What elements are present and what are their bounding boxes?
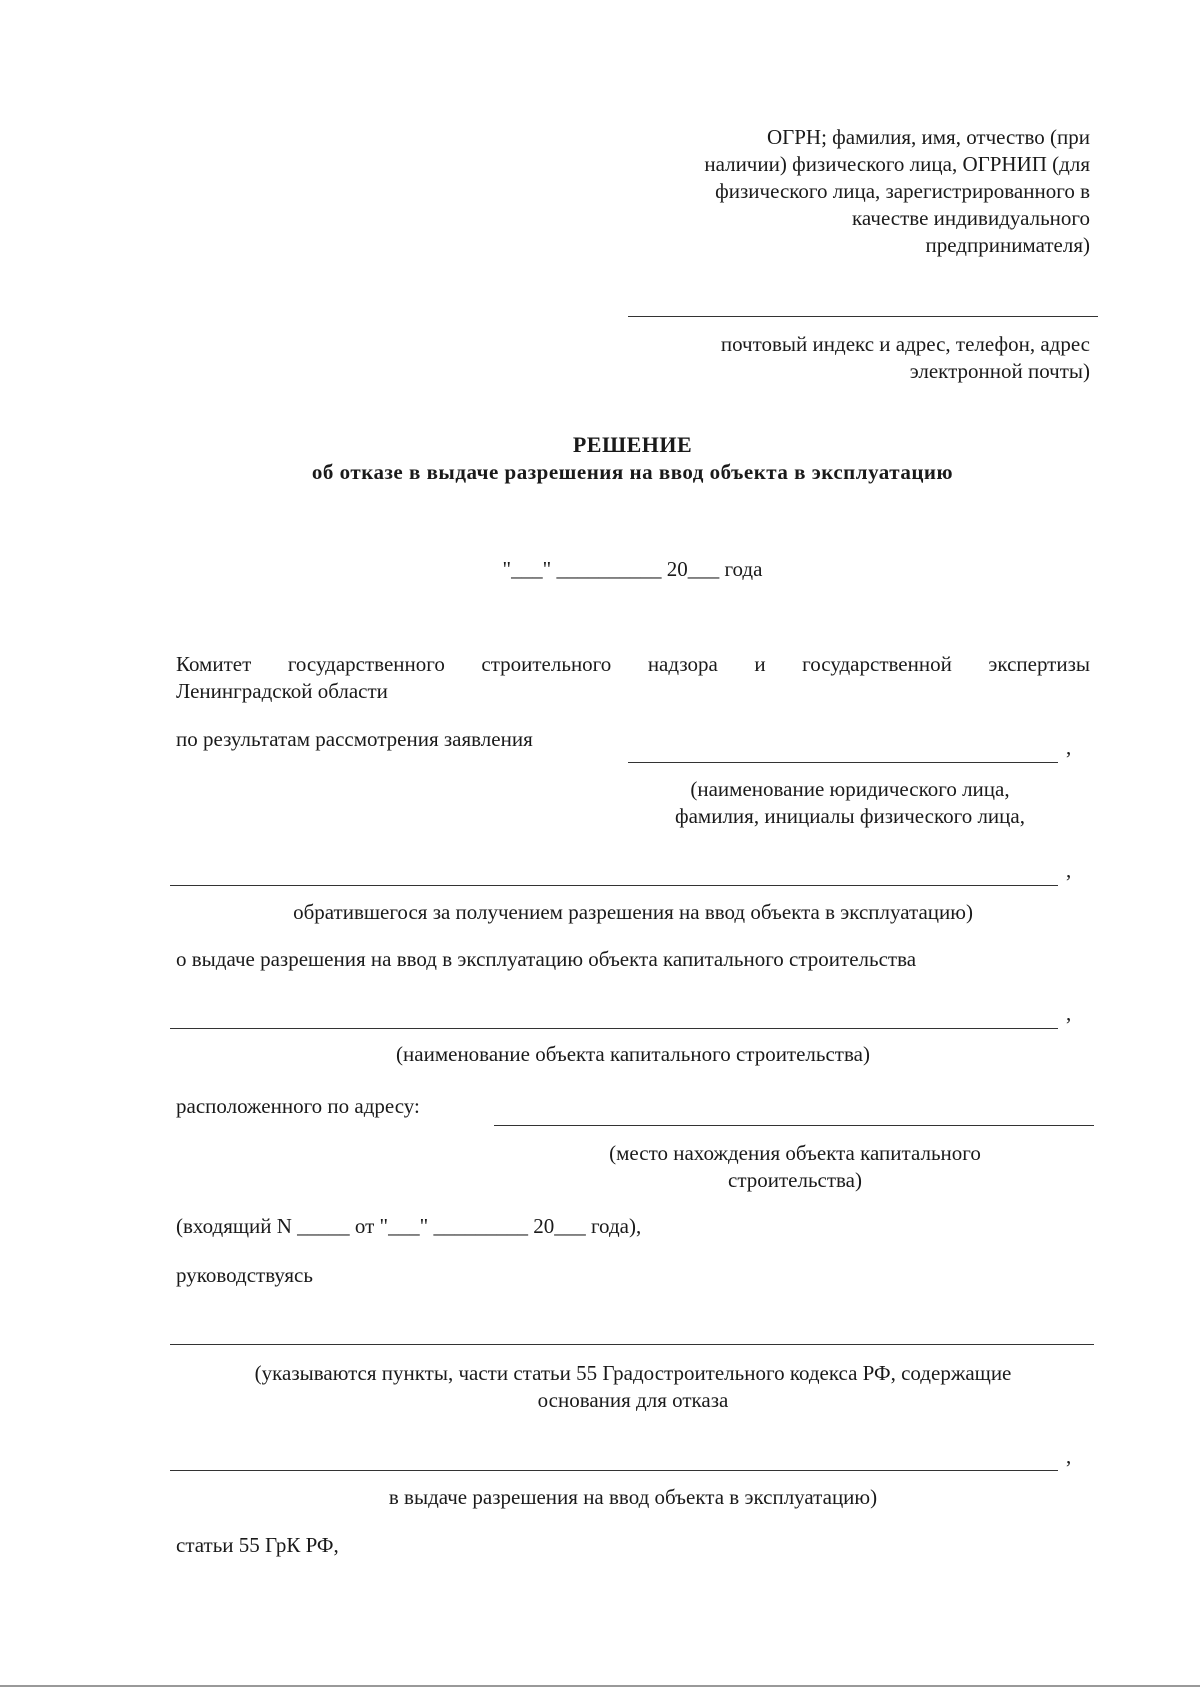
points-caption-line: (указываются пункты, части статьи 55 Градостроительного кодекса РФ, содержащие — [254, 1361, 1012, 1385]
comma: , — [1066, 1001, 1072, 1025]
address-caption-line: почтовый индекс и адрес, телефон, адрес — [720, 332, 1090, 356]
comma: , — [1066, 1444, 1072, 1468]
applicant-caption-line: (наименование юридического лица, — [690, 777, 1010, 801]
location-caption-line: (место нахождения объекта капитального — [609, 1141, 981, 1165]
applied-caption: обратившегося за получением разрешения на ввод объекта в эксплуатацию) — [293, 900, 973, 924]
points-caption-line: основания для отказа — [537, 1388, 729, 1412]
requisites-line: ОГРН; фамилия, имя, отчество (при — [766, 125, 1090, 149]
applicant-caption-line: фамилия, инициалы физического лица, — [675, 804, 1025, 828]
location-underline — [494, 1125, 1094, 1126]
results-label: по результатам рассмотрения заявления — [176, 727, 533, 751]
article-line: статьи 55 ГрК РФ, — [176, 1533, 339, 1557]
location-caption — [560, 1140, 1030, 1194]
decision-date-line: "___" __________ 20___ года — [502, 557, 763, 581]
requisites-line: физического лица, зарегистрированного в — [715, 179, 1090, 203]
points-caption — [176, 1360, 1090, 1414]
document-subtitle: об отказе в выдаче разрешения на ввод объекта в эксплуатацию — [311, 460, 954, 484]
address-caption-line: электронной почты) — [909, 359, 1090, 383]
comma: , — [1066, 858, 1072, 882]
incoming-number-line: (входящий N _____ от "___" _________ 20___ года), — [176, 1214, 642, 1238]
page-bottom-border — [0, 1685, 1200, 1687]
comma: , — [1066, 735, 1072, 759]
address-underline — [628, 316, 1098, 317]
located-label: расположенного по адресу: — [176, 1094, 420, 1118]
applicant-underline — [628, 762, 1058, 763]
refusal-underline — [170, 1470, 1058, 1471]
object-name-underline — [170, 1028, 1058, 1029]
address-caption — [560, 331, 1090, 385]
applicant-continuation-underline — [170, 885, 1058, 886]
committee-name-line2: Ленинградской области — [176, 679, 388, 703]
requisites-line: предпринимателя) — [925, 233, 1090, 257]
document-title: РЕШЕНИЕ — [572, 432, 693, 457]
applicant-caption — [640, 776, 1060, 830]
requisites-block — [560, 124, 1090, 259]
object-name-caption: (наименование объекта капитального строительства) — [396, 1042, 870, 1066]
requisites-line: наличии) физического лица, ОГРНИП (для — [704, 152, 1090, 176]
points-underline — [170, 1344, 1094, 1345]
requisites-line: качестве индивидуального — [852, 206, 1090, 230]
guided-label: руководствуясь — [176, 1263, 313, 1287]
committee-name-line1: Комитет государственного строительного надзора и государственной экспертизы — [176, 652, 1090, 676]
refusal-caption: в выдаче разрешения на ввод объекта в эксплуатацию) — [388, 1485, 878, 1509]
location-caption-line: строительства) — [728, 1168, 862, 1192]
issuance-label: о выдаче разрешения на ввод в эксплуатацию объекта капитального строительства — [176, 947, 917, 971]
